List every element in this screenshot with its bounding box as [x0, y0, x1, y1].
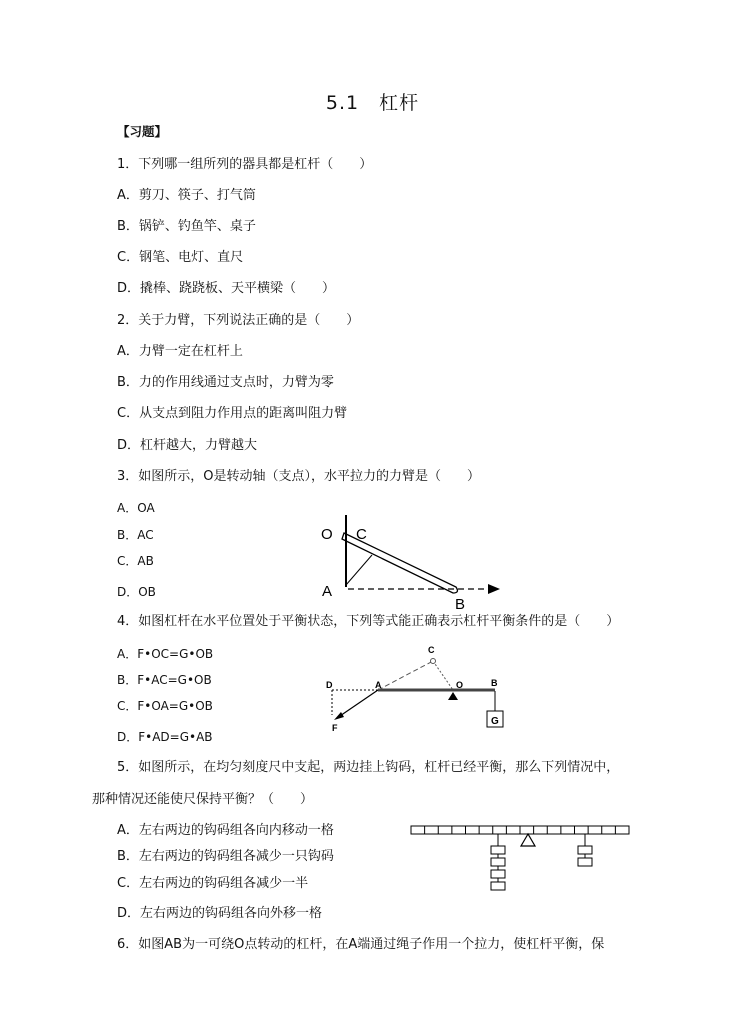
q3-label-c: C	[356, 526, 367, 543]
q4-label-a: A	[375, 680, 382, 690]
q4-label-f: F	[332, 723, 338, 733]
q5-left-weight	[491, 882, 505, 890]
q4-stem: 4．如图杠杆在水平位置处于平衡状态，下列等式能正确表示杠杆平衡条件的是（ ）	[117, 614, 620, 629]
q3-arrowhead	[488, 584, 500, 594]
q2-option-d: D．杠杆越大，力臂越大	[117, 438, 258, 453]
q4-fulcrum	[448, 692, 458, 700]
q4-option-c: C．F•OA=G•OB	[117, 699, 213, 713]
q4-dashed-ac	[378, 661, 433, 690]
q5-fulcrum	[521, 834, 535, 846]
q5-option-c: C．左右两边的钩码组各减少一半	[117, 876, 309, 891]
q5-option-a: A．左右两边的钩码组各向内移动一格	[117, 823, 334, 838]
q4-dotted-co	[433, 661, 453, 690]
section-heading: 【习题】	[117, 124, 168, 139]
q6-stem: 6．如图AB为一可绕O点转动的杠杆，在A端通过绳子作用一个拉力，使杠杆平衡，保	[117, 937, 605, 952]
q2-option-c: C．从支点到阻力作用点的距离叫阻力臂	[117, 406, 348, 421]
q3-option-d: D．OB	[117, 585, 156, 599]
q4-label-c: C	[428, 645, 435, 655]
q3-stem: 3．如图所示，O是转动轴（支点），水平拉力的力臂是（ ）	[117, 469, 481, 484]
q4-option-d: D．F•AD=G•AB	[117, 730, 213, 744]
q5-option-d: D．左右两边的钩码组各向外移一格	[117, 906, 323, 921]
q3-arm-line	[346, 555, 372, 585]
q1-option-b: B．锅铲、钓鱼竿、桌子	[117, 219, 256, 234]
q2-option-a: A．力臂一定在杠杆上	[117, 344, 243, 359]
q1-option-d: D．撬棒、跷跷板、天平横梁（ ）	[117, 281, 336, 296]
q3-label-o: O	[321, 526, 333, 543]
q3-label-a: A	[322, 583, 333, 600]
q5-figure	[410, 822, 632, 900]
q4-label-g: G	[491, 716, 499, 727]
q3-figure	[310, 505, 510, 613]
q5-left-weight	[491, 846, 505, 854]
q5-left-weight	[491, 858, 505, 866]
q4-force-arrowhead	[334, 712, 344, 720]
q2-stem: 2．关于力臂，下列说法正确的是（ ）	[117, 313, 360, 328]
q4-point-c	[431, 659, 436, 664]
q5-left-weight	[491, 870, 505, 878]
q5-stem-line2: 那种情况还能使尺保持平衡？（ ）	[92, 792, 314, 807]
q5-stem-line1: 5．如图所示，在均匀刻度尺中支起，两边挂上钩码，杠杆已经平衡，那么下列情况中，	[117, 760, 620, 775]
q4-label-d: D	[326, 680, 333, 690]
q3-option-b: B．AC	[117, 528, 154, 542]
q1-stem: 1．下列哪一组所列的器具都是杠杆（ ）	[117, 157, 373, 172]
q4-figure	[320, 643, 520, 738]
q3-option-a: A．OA	[117, 501, 155, 515]
q3-label-b: B	[455, 596, 466, 613]
q1-option-c: C．钢笔、电灯、直尺	[117, 250, 244, 265]
q1-option-a: A．剪刀、筷子、打气筒	[117, 188, 256, 203]
q2-option-b: B．力的作用线通过支点时，力臂为零	[117, 375, 334, 390]
q4-label-o: O	[456, 680, 464, 690]
q4-force-f-line	[337, 690, 378, 718]
q3-option-c: C．AB	[117, 554, 154, 568]
q5-right-weight	[578, 846, 592, 854]
q5-right-weight	[578, 858, 592, 866]
q4-label-b: B	[491, 678, 498, 688]
q4-option-a: A．F•OC=G•OB	[117, 647, 214, 661]
q4-option-b: B．F•AC=G•OB	[117, 673, 212, 687]
q5-option-b: B．左右两边的钩码组各减少一只钩码	[117, 849, 334, 864]
page-title: 5.1 杠杆	[325, 92, 420, 114]
